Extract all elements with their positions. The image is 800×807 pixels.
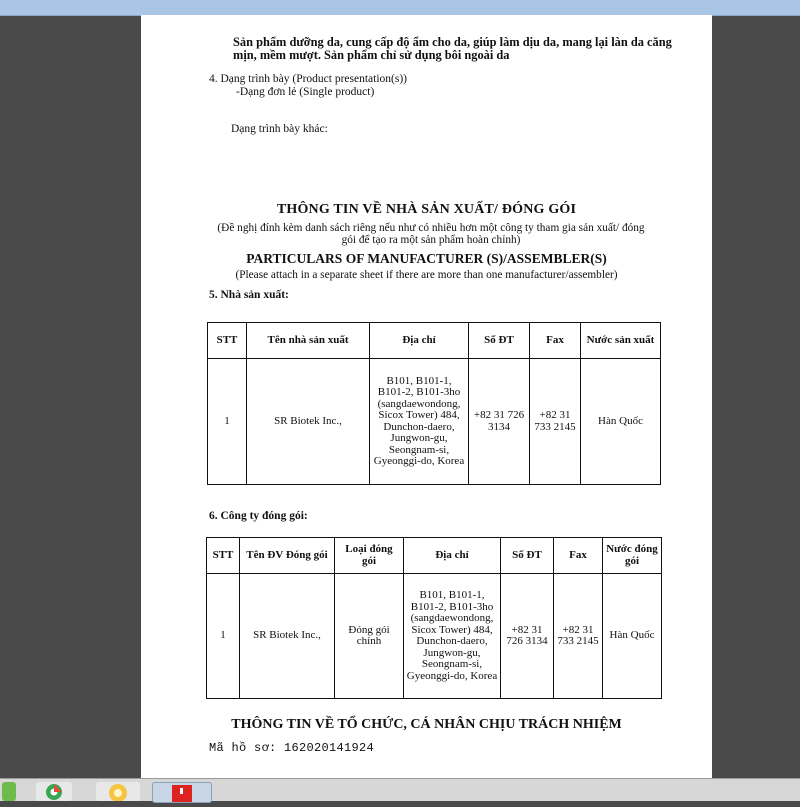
table-cell: SR Biotek Inc., (240, 574, 335, 699)
table-cell: +82 31 733 2145 (554, 574, 603, 699)
table-cell: +82 31 733 2145 (530, 359, 581, 485)
table-cell: +82 31 726 3134 (469, 359, 530, 485)
section-5-title: 5. Nhà sản xuất: (209, 289, 289, 301)
table-row (207, 574, 662, 699)
table-header: Fax (530, 323, 581, 359)
manufacturer-heading-vi: THÔNG TIN VỀ NHÀ SẢN XUẤT/ ĐÓNG GÓI (276, 202, 577, 217)
manufacturer-note-en: (Please attach in a separate sheet if there are more than one manufacturer/assembler) (235, 269, 618, 281)
table-header: Nước đóng gói (603, 538, 662, 574)
table-header: Địa chỉ (404, 538, 501, 574)
table-cell: Hàn Quốc (581, 359, 661, 485)
app-yellow-icon[interactable] (96, 782, 140, 801)
packer-table (206, 537, 662, 699)
table-header: Fax (554, 538, 603, 574)
section-6-title: 6. Công ty đóng gói: (209, 510, 308, 522)
table-header: STT (208, 323, 247, 359)
table-cell: +82 31 726 3134 (501, 574, 554, 699)
chrome-logo-icon (36, 782, 72, 801)
responsible-heading: THÔNG TIN VỀ TỔ CHỨC, CÁ NHÂN CHỊU TRÁCH NHIỆM (231, 717, 622, 732)
other-presentation-label: Dạng trình bày khác: (231, 123, 328, 135)
yellow-app-icon (96, 782, 140, 801)
app-chrome-icon[interactable] (36, 782, 72, 801)
window-title-bar (0, 0, 800, 16)
table-header: Tên ĐV Đóng gói (240, 538, 335, 574)
file-code: Mã hồ sơ: 162020141924 (209, 741, 375, 755)
section-4-title: 4. Dạng trình bày (Product presentation(s)) (209, 73, 408, 85)
table-cell: Đóng gói chính (335, 574, 404, 699)
table-cell: B101, B101-1, B101-2, B101-3ho (sangdaewondong, Sicox Tower) 484, Dunchon-daero, Jungwon-gu, Seongnam-si, Gyeonggi-do, Korea (404, 574, 501, 699)
table-cell: 1 (207, 574, 240, 699)
table-header: Tên nhà sản xuất (247, 323, 370, 359)
app-green-icon[interactable] (2, 782, 16, 801)
section-4-item: -Dạng đơn lẻ (Single product) (236, 86, 375, 98)
document-page (141, 15, 712, 778)
manufacturer-note-vi: (Đề nghị đính kèm danh sách riêng nếu như có nhiều hơn một công ty tham gia sản xuất/ đóng gói để tạo ra một sản phẩm hoàn chỉnh) (217, 222, 645, 246)
table-cell: Hàn Quốc (603, 574, 662, 699)
taskbar (0, 778, 800, 801)
manufacturer-table (207, 322, 661, 485)
pdf-icon (153, 783, 211, 802)
table-header: Loại đóng gói (335, 538, 404, 574)
product-description: Sản phẩm dưỡng da, cung cấp độ ẩm cho da, giúp làm dịu da, mang lại làn da căng mịn, mềm mượt. Sản phẩm chỉ sử dụng bôi ngoài da (233, 35, 672, 62)
table-cell: B101, B101-1, B101-2, B101-3ho (sangdaewondong, Sicox Tower) 484, Dunchon-daero, Jungwon-gu, Seongnam-si, Gyeonggi-do, Korea (370, 359, 469, 485)
table-header: STT (207, 538, 240, 574)
manufacturer-heading-en: PARTICULARS OF MANUFACTURER (S)/ASSEMBLER(S) (246, 251, 607, 266)
table-cell: SR Biotek Inc., (247, 359, 370, 485)
table-header: Địa chỉ (370, 323, 469, 359)
table-cell: 1 (208, 359, 247, 485)
table-header: Nước sản xuất (581, 323, 661, 359)
table-header: Số ĐT (501, 538, 554, 574)
table-header: Số ĐT (469, 323, 530, 359)
table-row (208, 359, 661, 485)
